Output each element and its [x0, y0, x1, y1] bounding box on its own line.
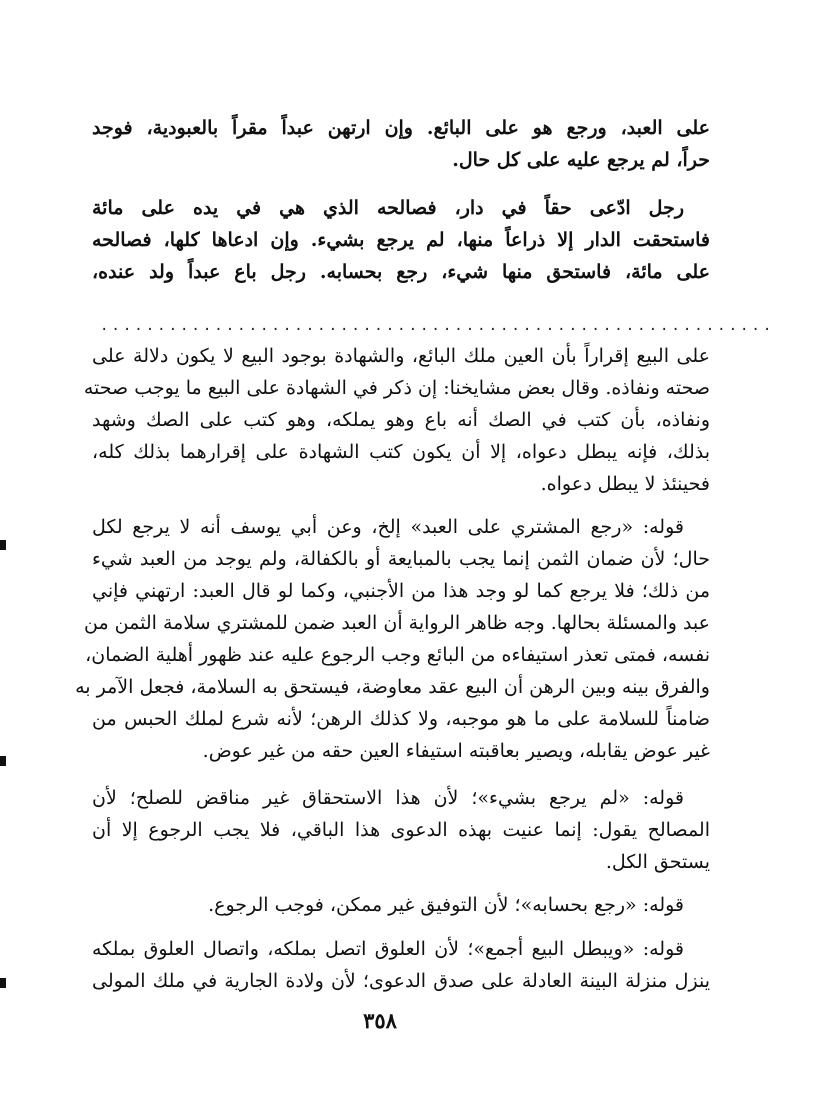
- text-line: رجل ادّعى حقاً في دار، فصالحه الذي هي في يده على مائة: [92, 197, 684, 219]
- scan-margin-mark: [0, 756, 6, 766]
- main-text-paragraph-1: [92, 112, 710, 176]
- page-number: ٣٥٨: [363, 1008, 397, 1033]
- text-line: قوله: «رجع بحسابه»؛ لأن التوفيق غير ممكن، فوجب الرجوع.: [208, 894, 684, 916]
- scan-margin-mark: [0, 540, 6, 550]
- text-line: عبد والمسئلة بحالها. وجه ظاهر الرواية أن العبد ضمن للمشتري سلامة الثمن من: [84, 612, 710, 634]
- text-line: حال؛ لأن ضمان الثمن إنما يجب بالمبايعة أو بالكفالة، ولم يوجد من العبد شيء: [92, 548, 710, 570]
- text-line: حراً، لم يرجع عليه على كل حال.: [452, 149, 710, 171]
- footnote-paragraph-3: [92, 782, 710, 878]
- text-line: قوله: «ويبطل البيع أجمع»؛ لأن العلوق اتصل بملكه، واتصال العلوق بملكه: [92, 938, 684, 960]
- text-line: ينزل منزلة البينة العادلة على صدق الدعوى؛ لأن ولادة الجارية في ملك المولى: [92, 970, 710, 992]
- footnote-paragraph-1: [83, 340, 710, 500]
- footnote-paragraph-2: [75, 511, 710, 767]
- text-line: ونفاذه، بأن كتب في الصك أنه باع وهو يملكه، وهو كتب على الصك وشهد: [92, 409, 710, 431]
- text-line: صحته ونفاذه. وقال بعض مشايخنا: إن ذكر في الشهادة على البيع ما يوجب صحته: [83, 377, 710, 399]
- text-line: غير عوض يقابله، ويصير بعاقبته استيفاء العين حقه من غير عوض.: [202, 740, 710, 762]
- text-line: يستحق الكل.: [605, 851, 710, 873]
- footnote-paragraph-5: [92, 933, 710, 997]
- text-line: من ذلك؛ فلا يرجع كما لو وجد هذا من الأجنبي، وكما لو قال العبد: ارتهني فإني: [92, 580, 710, 602]
- footnote-separator: ...........................................................: [100, 318, 775, 334]
- text-line: على العبد، ورجع هو على البائع. وإن ارتهن عبداً مقراً بالعبودية، فوجد: [92, 117, 710, 139]
- text-line: بذلك، فإنه يبطل دعواه، إلا أن يكون كتب الشهادة على إقرارهما بذلك كله،: [92, 441, 710, 463]
- text-line: على مائة، فاستحق منها شيء، رجع بحسابه. رجل باع عبداً ولد عنده،: [92, 261, 710, 283]
- scan-margin-mark: [0, 978, 6, 988]
- text-line: قوله: «رجع المشتري على العبد» إلخ، وعن أبي يوسف أنه لا يرجع لكل: [92, 516, 684, 538]
- text-line: ضامناً للسلامة على ما هو موجبه، ولا كذلك الرهن؛ لأنه شرع لملك الحبس من: [92, 708, 710, 730]
- text-line: فحينئذ لا يبطل دعواه.: [540, 473, 710, 495]
- text-line: على البيع إقراراً بأن العين ملك البائع، والشهادة بوجود البيع لا يكون دلالة على: [92, 345, 710, 367]
- text-line: قوله: «لم يرجع بشيء»؛ لأن هذا الاستحقاق غير مناقض للصلح؛ لأن: [92, 787, 684, 809]
- text-line: المصالح يقول: إنما عنيت بهذه الدعوى هذا الباقي، فلا يجب الرجوع إلا أن: [92, 819, 710, 841]
- text-line: والفرق بينه وبين الرهن أن البيع عقد معاوضة، فيستحق به السلامة، فجعل الآمر به: [75, 676, 710, 698]
- footnote-paragraph-4: [92, 889, 710, 921]
- main-text-paragraph-2: [92, 192, 710, 288]
- text-line: نفسه، فمتى تعذر استيفاءه من البائع وجب الرجوع عليه عند ظهور أهلية الضمان،: [85, 644, 710, 666]
- text-line: فاستحقت الدار إلا ذراعاً منها، لم يرجع بشيء. وإن ادعاها كلها، فصالحه: [92, 229, 710, 251]
